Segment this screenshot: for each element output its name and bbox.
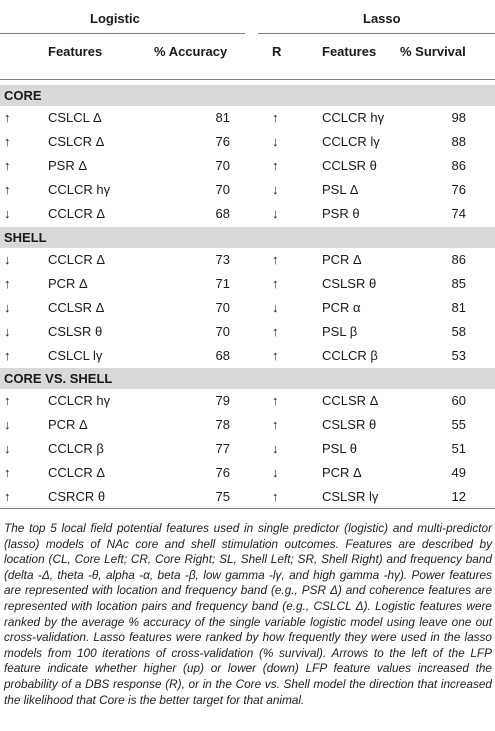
table-row [0,324,495,342]
table-row [0,441,495,459]
lasso-feature: PSL β [322,324,358,339]
survival-value: 55 [451,417,466,432]
survival-value: 53 [451,348,466,363]
section-header [0,368,495,389]
accuracy-value: 71 [215,276,230,291]
row-arrow-left: ↑ [4,489,11,504]
survival-value: 49 [451,465,466,480]
accuracy-value: 70 [215,182,230,197]
row-arrow-left: ↑ [4,393,11,408]
row-arrow-right: ↑ [272,417,279,432]
accuracy-value: 68 [215,206,230,221]
col-features-left: Features [48,44,103,59]
accuracy-value: 78 [215,417,230,432]
row-arrow-right: ↓ [272,441,279,456]
logistic-group-title: Logistic [90,11,140,26]
lasso-feature: PSL θ [322,441,357,456]
lasso-underline [258,33,495,34]
accuracy-value: 76 [215,134,230,149]
logistic-feature: CCLCR hγ [48,182,111,197]
section-title: CORE VS. SHELL [4,371,113,386]
logistic-feature: PCR Δ [48,417,88,432]
row-arrow-left: ↓ [4,324,11,339]
logistic-underline [0,33,245,34]
logistic-feature: CCLCR Δ [48,465,106,480]
logistic-feature: CCLCR Δ [48,252,106,267]
accuracy-value: 70 [215,158,230,173]
accuracy-value: 77 [215,441,230,456]
row-arrow-right: ↑ [272,252,279,267]
row-arrow-right: ↓ [272,300,279,315]
row-arrow-right: ↓ [272,465,279,480]
accuracy-value: 81 [215,110,230,125]
table-row [0,465,495,483]
table-row [0,300,495,318]
logistic-feature: CCLCR Δ [48,206,106,221]
row-arrow-left: ↑ [4,348,11,363]
column-header-row [0,44,495,60]
table-row [0,348,495,366]
accuracy-value: 70 [215,300,230,315]
row-arrow-left: ↓ [4,441,11,456]
row-arrow-left: ↓ [4,206,11,221]
row-arrow-left: ↑ [4,158,11,173]
survival-value: 81 [451,300,466,315]
table-row [0,489,495,507]
row-arrow-left: ↑ [4,465,11,480]
row-arrow-left: ↑ [4,276,11,291]
group-header-row [0,11,495,27]
row-arrow-left: ↓ [4,252,11,267]
logistic-feature: CSLCL lγ [48,348,103,363]
logistic-feature: CSLCL Δ [48,110,102,125]
logistic-feature: CCLCR β [48,441,104,456]
lasso-feature: CSLSR θ [322,417,377,432]
lasso-feature: CCLSR θ [322,158,377,173]
row-arrow-left: ↑ [4,134,11,149]
section-title: CORE [4,88,42,103]
section-title: SHELL [4,230,47,245]
table-row [0,158,495,176]
row-arrow-right: ↑ [272,324,279,339]
row-arrow-right: ↑ [272,489,279,504]
lasso-feature: PSR θ [322,206,360,221]
col-r: R [272,44,282,59]
lasso-feature: PCR Δ [322,252,362,267]
accuracy-value: 68 [215,348,230,363]
survival-value: 86 [451,252,466,267]
accuracy-value: 70 [215,324,230,339]
header-rule [0,79,495,80]
section-header [0,227,495,248]
row-arrow-right: ↑ [272,110,279,125]
table-row [0,134,495,152]
row-arrow-left: ↑ [4,182,11,197]
col-features-right: Features [322,44,377,59]
lasso-feature: CCLSR Δ [322,393,379,408]
survival-value: 74 [451,206,466,221]
accuracy-value: 79 [215,393,230,408]
logistic-feature: CCLCR hγ [48,393,111,408]
row-arrow-left: ↓ [4,300,11,315]
lasso-group-title: Lasso [363,11,401,26]
row-arrow-right: ↑ [272,348,279,363]
table-row [0,252,495,270]
lasso-feature: PCR Δ [322,465,362,480]
logistic-feature: PSR Δ [48,158,88,173]
row-arrow-right: ↓ [272,134,279,149]
lasso-feature: CCLCR lγ [322,134,380,149]
table-row [0,393,495,411]
col-accuracy: % Accuracy [154,44,228,59]
survival-value: 58 [451,324,466,339]
bottom-rule [0,508,495,509]
row-arrow-right: ↓ [272,206,279,221]
accuracy-value: 76 [215,465,230,480]
survival-value: 86 [451,158,466,173]
row-arrow-right: ↑ [272,158,279,173]
accuracy-value: 75 [215,489,230,504]
survival-value: 12 [451,489,466,504]
survival-value: 76 [451,182,466,197]
survival-value: 98 [451,110,466,125]
table-row [0,182,495,200]
logistic-feature: CCLSR Δ [48,300,105,315]
table-row [0,276,495,294]
lasso-feature: CCLCR hγ [322,110,385,125]
table-caption: The top 5 local field potential features used in single predictor (logistic) and multi-predictor (lasso) models of NAc core and shell stimulation outcomes. Features are described by location (CL, Core Left; CR, Core Right; SL, Shell Left; SR, Shell Right) and frequency band (delta -Δ, theta -θ, alpha -α, beta -β, low gamma -lγ, and high gamma -hγ). Power features are represented with location and frequency band (e.g., PSR Δ) and coherence features are represented with location pairs and frequency band (e.g., CSLCL Δ). Logistic features were ranked by the average % accuracy of the single variable logistic model using leave one out cross-validation. Lasso features were ranked by how frequently they were used in the lasso models from 100 iterations of cross-validation (% survival). Arrows to the left of the LFP feature indicate whether higher (up) or lower (down) LFP feature values increased the probability of a DBS response (R), or in the Core vs. Shell model the direction that increased the likelihood that Core is the better target for that animal. [4,521,492,707]
lasso-feature: CCLCR β [322,348,378,363]
accuracy-value: 73 [215,252,230,267]
lasso-feature: PSL Δ [322,182,359,197]
logistic-feature: PCR Δ [48,276,88,291]
survival-value: 60 [451,393,466,408]
survival-value: 85 [451,276,466,291]
row-arrow-right: ↓ [272,182,279,197]
lasso-feature: PCR α [322,300,361,315]
col-survival: % Survival [400,44,466,59]
table-row [0,110,495,128]
section-header [0,85,495,106]
survival-value: 88 [451,134,466,149]
row-arrow-right: ↑ [272,276,279,291]
logistic-feature: CSRCR θ [48,489,106,504]
logistic-feature: CSLSR θ [48,324,103,339]
lasso-feature: CSLSR θ [322,276,377,291]
row-arrow-left: ↑ [4,110,11,125]
table-row [0,206,495,224]
row-arrow-left: ↓ [4,417,11,432]
row-arrow-right: ↑ [272,393,279,408]
logistic-feature: CSLCR Δ [48,134,105,149]
lasso-feature: CSLSR lγ [322,489,379,504]
table-row [0,417,495,435]
survival-value: 51 [451,441,466,456]
